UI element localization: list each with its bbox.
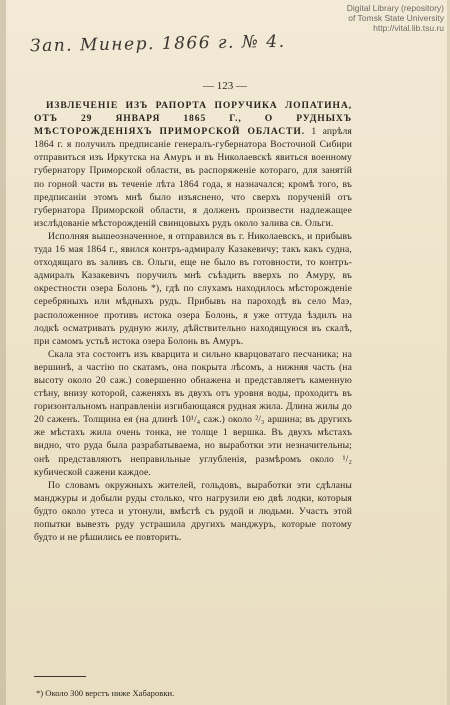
article-paragraph: Исполняя вышеозначенное, я отправился въ г. Николаевскъ, и прибывъ туда 16 мая 1864 г., явился контръ-адмиралу Казакевичу; такъ какъ судна, отходящаго въ заливъ св. Ольги, еще не было въ готовности, то контръ-адмиралъ Казакевичъ поручилъ мнѣ съѣздить вверхъ по Амуру, въ окрестности озера Болонь *), гдѣ по слухамъ находилось мѣсторожденіе серебряныхъ или мѣдныхъ рудъ. Прибывъ на пароходѣ въ село Маэ, расположенное противъ истока озера Болонь, я уже оттуда ѣздилъ на лодкѣ осматривать рудную жилу, дѣйствительно находящуюся въ скалѣ, при самомъ устьѣ истока озера Болонь въ Амуръ.	[34, 230, 352, 347]
article-heading: ИЗВЛЕЧЕНІЕ ИЗЪ РАПОРТА ПОРУЧИКА ЛОПАТИНА, ОТЪ 29 ЯНВАРЯ 1865 Г., О РУДНЫХЪ МѢСТОРОЖДЕНІЯХЪ ПРИМОРСКОЙ ОБЛАСТИ.	[34, 100, 352, 138]
handwritten-note: Зап. Минер. 1866 г. № 4.	[29, 31, 286, 57]
repository-line: Digital Library (repository)	[346, 3, 444, 13]
article-body	[34, 99, 352, 544]
repository-link[interactable]: http://vital.lib.tsu.ru	[373, 23, 444, 33]
article-paragraph	[34, 99, 352, 230]
footnote: *) Около 300 верстъ ниже Хабаровки.	[36, 688, 175, 698]
footnote-divider	[34, 676, 86, 677]
repository-line: of Tomsk State University	[348, 13, 444, 23]
paragraph-text: 1 апрѣля 1864 г. я получилъ предписаніе генералъ-губернатора Восточной Сибири отправиться изъ Иркутска на Амуръ и въ Николаевскѣ явиться военному губернатору Приморской области, въ распоряженіе котораго, для занятій по горной части въ теченіе лѣта 1864 года, я назначался; кромѣ того, въ предписаніи этомъ мнѣ было изъяснено, что сверхъ порученій отъ губернатора Приморской области, я долженъ произвести надлежащее изслѣдованіе мѣсторожденій свинцовыхъ рудъ около залива св. Ольги.	[34, 126, 352, 229]
page-number: — 123 —	[203, 80, 247, 92]
page-edge-left	[0, 0, 6, 705]
article-paragraph: По словамъ окружныхъ жителей, гольдовъ, выработки эти сдѣланы манджуры и добыли руды столько, что нагрузили ею двѣ лодки, которыя будто около утеса и утонули, вмѣстѣ съ рудой и людьми. Участь этой попытки вывезть руду устрашила другихъ манджуръ, которые потому будто и не рѣшились ее повторить.	[34, 479, 352, 544]
article-paragraph: Скала эта состоитъ изъ кварцита и сильно кварцоватаго песчаника; на вершинѣ, а частію по скатамъ, она покрыта лѣсомъ, а нижняя часть (на высоту около 20 саж.) совершенно обнажена и представляетъ каменную стѣну, внизу которой, саженяхъ въ двухъ отъ уровня воды, проходитъ въ горизонтальномъ направленіи изгибающаяся рудная жила. Длина жилы до 20 саженъ. Толщина ея (на длинѣ 10¹/₄ саж.) около ²/₃ аршина; въ другихъ же мѣстахъ жила очень тонка, не толще 1 вершка. Въ двухъ мѣстахъ видно, что руда была разрабатываема, но выработки эти незначительны; онѣ представляютъ неправильные углубленія, размѣромъ около ¹/₂ кубической сажени каждое.	[34, 348, 352, 478]
repository-stamp	[347, 3, 444, 33]
